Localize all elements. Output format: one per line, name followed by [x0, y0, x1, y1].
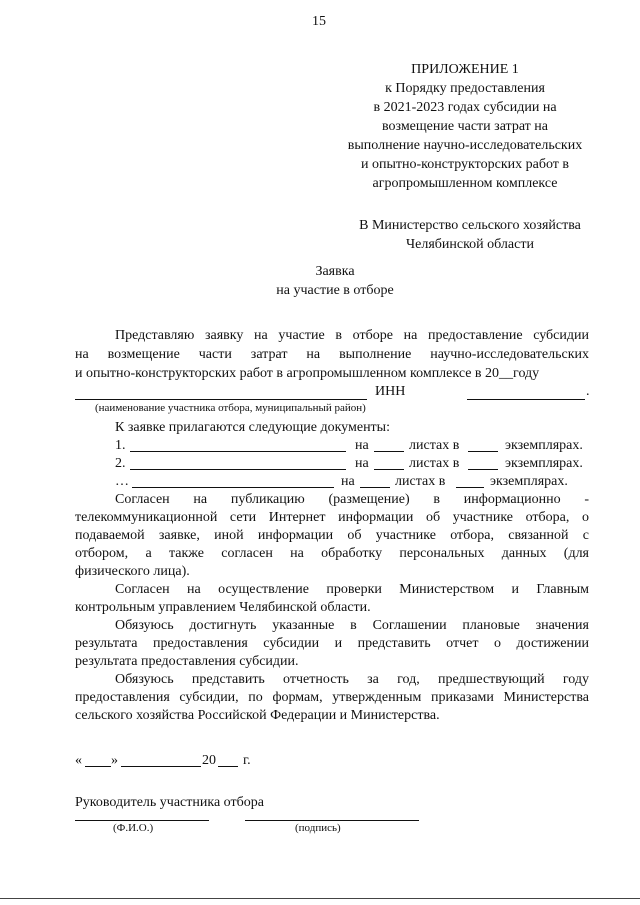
date-open-quote: « — [75, 753, 82, 768]
date-month-field — [121, 766, 201, 767]
doc-row-sheets: листах в — [409, 456, 460, 471]
participant-name-field — [75, 399, 367, 400]
doc-row-sheets: листах в — [395, 474, 446, 489]
inn-label: ИНН — [375, 384, 406, 399]
doc-row-number: … — [115, 474, 129, 489]
doc-row-na: на — [355, 438, 369, 453]
addressee — [340, 216, 600, 254]
check-line: Согласен на осуществление проверки Министерством и Главным — [115, 582, 589, 597]
doc-name-field — [132, 487, 334, 488]
appendix-line: и опытно-конструкторских работ в — [360, 157, 569, 172]
report-line: сельского хозяйства Российской Федерации и Министерства. — [75, 708, 440, 723]
intro-line: Представляю заявку на участие в отборе на предоставление субсидии — [115, 328, 589, 343]
doc-row-number: 1. — [115, 438, 126, 453]
appendix-line: в 2021-2023 годах субсидии на — [373, 100, 557, 115]
appendix-line: выполнение научно-исследовательских — [347, 138, 583, 153]
report-line: Обязуюсь представить отчетность за год, предшествующий году — [115, 672, 589, 687]
appendix-line: возмещение части затрат на — [381, 119, 549, 134]
doc-row-copies: экземпляраx. — [505, 456, 583, 471]
doc-row-sheets: листах в — [409, 438, 460, 453]
heading-title: Заявка — [315, 264, 355, 279]
doc-copies-field — [468, 451, 498, 452]
doc-row-number: 2. — [115, 456, 126, 471]
doc-row-na: на — [341, 474, 355, 489]
doc-row-copies: экземплярах. — [490, 474, 568, 489]
document-heading — [230, 262, 440, 300]
doc-sheets-field — [360, 487, 390, 488]
appendix-block — [300, 60, 630, 193]
docs-intro: К заявке прилагаются следующие документы: — [115, 420, 390, 435]
appendix-title: ПРИЛОЖЕНИЕ 1 — [411, 62, 519, 77]
report-line: предоставления субсидии, по формам, утвержденным приказами Министерства — [75, 690, 589, 705]
consent-line: Согласен на публикацию (размещение) в информационно - — [115, 492, 589, 507]
date-year-prefix: 20 — [202, 753, 216, 768]
page-bottom-edge — [0, 898, 640, 899]
intro-line: на возмещение части затрат на выполнение научно-исследовательских — [75, 347, 589, 362]
fio-field — [75, 820, 209, 821]
date-close-quote: » — [111, 753, 118, 768]
inn-dot: . — [586, 384, 590, 399]
date-suffix: г. — [243, 753, 251, 768]
goal-line: Обязуюсь достигнуть указанные в Соглашении плановые значения — [115, 618, 589, 633]
participant-note: (наименование участника отбора, муниципальный район) — [95, 402, 366, 414]
check-line: контрольным управлением Челябинской области. — [75, 600, 371, 615]
doc-sheets-field — [374, 469, 404, 470]
addressee-line: В Министерство сельского хозяйства — [359, 218, 581, 233]
intro-line: и опытно-конструкторских работ в агропромышленном комплексе в 20__году — [75, 366, 540, 381]
goal-line: результата предоставления субсидии и представить отчет о достижении — [75, 636, 589, 651]
signature-role: Руководитель участника отбора — [75, 795, 264, 810]
date-day-field — [85, 766, 111, 767]
signature-field — [245, 820, 419, 821]
appendix-line: к Порядку предоставления — [385, 81, 545, 96]
appendix-line: агропромышленном комплексе — [372, 176, 558, 191]
fio-caption: (Ф.И.О.) — [113, 822, 154, 834]
consent-line: отбором, а также согласен на обработку персональных данных (для — [75, 546, 589, 561]
doc-copies-field — [468, 469, 498, 470]
doc-row-copies: экземпляраx. — [505, 438, 583, 453]
inn-field — [467, 399, 585, 400]
goal-line: результата предоставления субсидии. — [75, 654, 299, 669]
doc-copies-field — [456, 487, 484, 488]
doc-sheets-field — [374, 451, 404, 452]
heading-subtitle: на участие в отборе — [276, 283, 394, 298]
doc-name-field — [130, 451, 346, 452]
consent-line: физического лица). — [75, 564, 190, 579]
date-year-field — [218, 766, 238, 767]
doc-name-field — [130, 469, 346, 470]
consent-line: телекоммуникационной сети Интернет информации об участнике отбора, о — [75, 510, 589, 525]
page-number: 15 — [312, 14, 326, 29]
addressee-line: Челябинской области — [406, 237, 534, 252]
consent-line: подаваемой заявке, иной информации об участнике отбора, связанной с — [75, 528, 589, 543]
doc-row-na: на — [355, 456, 369, 471]
signature-caption: (подпись) — [295, 822, 341, 834]
